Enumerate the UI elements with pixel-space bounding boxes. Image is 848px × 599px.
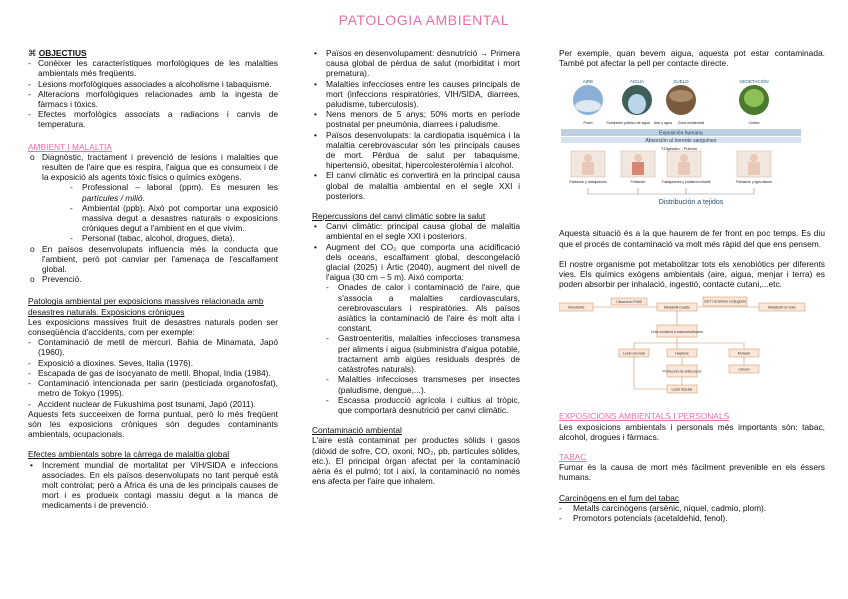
climate-sublist [312, 282, 520, 415]
diagram-node: Unió covalent a macromolècules [651, 330, 703, 335]
column-right [559, 48, 825, 523]
diagram-node: Citocromo P450 [616, 300, 642, 305]
metabolism-diagram [559, 295, 825, 407]
list-item: • Països desenvolupats: la cardiopatia isquèmica i la malaltia cerebrovascular són les principals causes de mort. Pèrdua de salut per tabaquisme, hipertensió, obesitat, hipercolesterolèmia i alcohol. [312, 130, 520, 171]
fig-label: VEGETACIÓN [739, 79, 769, 85]
paragraph: Per exemple, quan bevem aigua, aquesta pot estar contaminada. També pot afectar la pell per contacte directe. [559, 48, 825, 69]
list-item: • Augment del CO₂ que comporta una acidificació dels oceans, escalfament global, descongelació glacial (2025) i Àrtic (2040), augment del nivell de l'aigua (30 cm – 5 m). Això comporta: [312, 242, 520, 283]
global-list [28, 460, 278, 511]
svg-text:Zona residencial: Zona residencial [677, 121, 705, 126]
diagram-node: Càncer [738, 367, 750, 372]
svg-text:Trabajadores y población infan: Trabajadores y población infantil [661, 180, 711, 185]
ambient-sublist [42, 182, 278, 243]
section-heading: Patologia ambiental per exposicions massives relacionada amb desastres naturals. Exposicions cròniques [28, 296, 264, 317]
diagram-node: Xenobiòtic [567, 305, 585, 310]
paragraph: Les exposicions massives fruit de desastres naturals poden ser conseqüència d'accidents, com per exemple: [28, 316, 278, 338]
section-heading: Carcinògens en el fum del tabac [559, 492, 680, 503]
climate-list [312, 221, 520, 282]
list-item: - Conèixer les característiques morfològiques de les malalties ambientals més freqüents. [28, 58, 278, 78]
distribution-label: Distribución a tejidos [658, 199, 724, 207]
svg-text:Cultivo: Cultivo [748, 121, 760, 126]
section-heading: Efectes ambientals sobre la càrrega de malaltia global [28, 449, 230, 460]
list-item: - Professional – laboral (ppm). Es mesuren les partícules / milió. [70, 182, 278, 202]
diagram-node: Producció de anticossos [662, 369, 702, 374]
list-item: - Accident nuclear de Fukushima post tsunami, Japó (2011). [28, 399, 278, 409]
fig-label: SUELO [673, 79, 689, 85]
diagram-node: Mutació [737, 351, 751, 356]
objectives-icon: ⌘ [28, 48, 39, 58]
list-item: • Increment mundial de mortalitat per VIH/SIDA e infeccions associades. En els països desenvolupats no tant perquè està molt controlat; però a Àfrica és una de les principals causes de mort i es produeix contagi massiu degut a la manca de medicaments i de prevenció. [28, 460, 278, 511]
paragraph: El nostre organisme pot metabolitzar tots els xenobiòtics per diferents vies. Els químics exògens ambientals (aire, aigua, menjar i terra) es poden absorbir per inhalació, ingestió, contacte cutani,...etc. [559, 258, 825, 290]
svg-text:Polvo: Polvo [583, 121, 593, 126]
exposure-figure [551, 76, 817, 224]
page-title: PATOLOGIA AMBIENTAL [338, 12, 510, 28]
objectives-heading: ⌘ OBJECTIUS [28, 48, 87, 58]
list-item: - Lesions morfològiques associades a alcoholisme i tabaquisme. [28, 79, 278, 89]
list-item: • Canvi climàtic: principal causa global de malaltia ambiental en el segle XXI i posteriors. [312, 221, 520, 241]
paragraph: Fumar és la causa de mort més fàcilment prevenible en els éssers humans. [559, 462, 825, 483]
diagram-node: Metabolit no tòxic [768, 305, 796, 310]
list-item: - Ambiental (ppb). Això pot comportar una exposició massiva degut a desastres naturals o exposicions cròniques degut a l'ambient en el que vivim. [70, 203, 278, 234]
paragraph: Aquests fets succeeixen de forma puntual, però lo més freqüent són les exposicions cròniques són degudes contaminants ambientals, ocupacionals. [28, 408, 278, 440]
list-item: - Contaminació intencionada per sarin (pesticiada organofosfat), metro de Tokyo (1995). [28, 378, 278, 398]
list-item: - Escapada de gas de isocyanato de metil. Bhopal, India (1984). [28, 368, 278, 378]
carcinogen-list [559, 503, 825, 523]
health-list [312, 48, 520, 201]
svg-text:Exposición humana: Exposición humana [659, 130, 703, 137]
diagram-node: Haptens [675, 351, 689, 356]
svg-text:T.Digestivo: T.Digestivo [661, 147, 680, 152]
svg-text:Aire y agua: Aire y agua [653, 121, 673, 126]
list-item: - Efectes morfològics associats a radiacions i canvis de temperatura. [28, 109, 278, 129]
svg-text:Población y agricultores: Población y agricultores [736, 180, 772, 185]
list-item: • Malalties infeccioses entre les causes principals de mort (infeccions respiratòries, VIH/SIDA, diarrees, paludisme, tuberculosis). [312, 79, 520, 110]
list-item: - Onades de calor i contaminació de l'aire, que s'associa a malalties cardiovasculars, cerebrovasculars i respiratòries. Als països asiàtics la contaminació de l'aire és molt alta i constant. [326, 282, 520, 333]
section-heading: Contaminació ambiental [312, 425, 402, 436]
list-item: - Alteracions morfològiques relacionades amb la ingesta de fàrmacs i tòxics. [28, 89, 278, 109]
svg-text:Absorción al torrente sanguíne: Absorción al torrente sanguíneo [645, 138, 717, 145]
diagram-node: Lesió cel·lular [622, 351, 646, 356]
list-item: - Gastroenteritis, malalties infeccioses transmesa per aliments i aigua (subministra d'aigua potable, tractament amb aigües residuals després de catàstrofes naturals). [326, 333, 520, 374]
diagram-node: Metabolit reactiu [663, 305, 691, 310]
svg-text:Población: Población [630, 180, 646, 185]
svg-text:Suministro público de agua: Suministro público de agua [606, 121, 650, 126]
paragraph: Les exposicions ambientals i personals més importants són: tabac, alcohol, drogues i fàrmacs. [559, 421, 825, 442]
list-item: o Prevenció. [28, 274, 278, 284]
list-item: o Diagnòstic, tractament i prevenció de lesions i malalties que resulten de l'aire que es respira, l'aigua que es consumeix i de la exposició als agents tòxic físics o químics exògens. - Professional – laboral (ppm). Es mesuren les partícules / milió. - Ambiental (ppb). Això pot comportar una exposició massiva degut a desastres naturals o exposicions cròniques degut a l'ambient en el que vivim. - Personal (tabac, alcohol, drogues, dieta). [28, 152, 278, 244]
section-heading: EXPOSICIONS AMBIENTALS I PERSONALS [559, 411, 730, 422]
section-heading: Repercussions del canvi climàtic sobre la salut [312, 211, 486, 222]
list-item: - Personal (tabac, alcohol, drogues, dieta). [70, 233, 278, 243]
list-item: - Malalties infeccioses transmeses per insectes (paludisme, dengue,...). [326, 374, 520, 394]
objectives-list [28, 58, 278, 129]
diagram-node: Lesió tissular [671, 387, 693, 392]
section-heading: TABAC [559, 452, 587, 463]
fig-label: AIGUA [629, 79, 645, 85]
list-item: - Escassa producció agrícola i cultius al tròpic, que comportarà desnutrició per canvi climàtic. [326, 395, 520, 415]
column-middle [312, 48, 520, 486]
list-item: • El canvi climàtic es convertirà en la principal causa global de malaltia ambiental en el segle XXI i posteriors. [312, 170, 520, 201]
ambient-list [28, 152, 278, 285]
massive-list [28, 337, 278, 408]
list-item: • Nens menors de 5 anys; 50% morts en període postnatal per pneumònia, diarrees i paludisme. [312, 109, 520, 129]
list-item: - Contaminació de metil de mercuri. Bahia de Minamata, Japó (1960). [28, 337, 278, 357]
paragraph: Aquesta situació és a la que haurem de fer front en poc temps. Es diu que el procés de contaminació va molt més ràpid del que ens pensem. [559, 228, 825, 249]
fig-label: AIRE [582, 79, 594, 85]
list-item: • Països en desenvolupament: desnutrició → Primera causa global de pèrdua de salut (morbiditat i mort prematura). [312, 48, 520, 79]
section-heading: AMBIENT I MALALTIA [28, 141, 112, 152]
list-item: - Exposició a dioxines. Seves, Italia (1976). [28, 358, 278, 368]
svg-text:Pulmón: Pulmón [684, 147, 697, 152]
paragraph: L'aire està contaminat per productes sòlids i gasos (diòxid de sofre, CO, oxoni, NO₂, pb, partícules sòlides, etc.). El principal òrgan afectat per la contaminació aèria és el pulmó; tot i així, la contaminació no només ens afecta per l'aire que inhalem. [312, 435, 520, 487]
list-item: - Promotors potencials (acetaldehid, fenol). [559, 513, 825, 523]
column-left [28, 48, 278, 511]
list-item: - Metalls carcinògens (arsènic, níquel, cadmio, plom). [559, 503, 825, 513]
list-item: o En països desenvolupats influencia més la conducta que l'ambient, però pot canviar per l'amenaça de l'escalfament global. [28, 244, 278, 275]
svg-text:Población y trabajadores: Población y trabajadores [569, 180, 607, 185]
diagram-node: GST i Enzimes conjugació [703, 299, 747, 304]
